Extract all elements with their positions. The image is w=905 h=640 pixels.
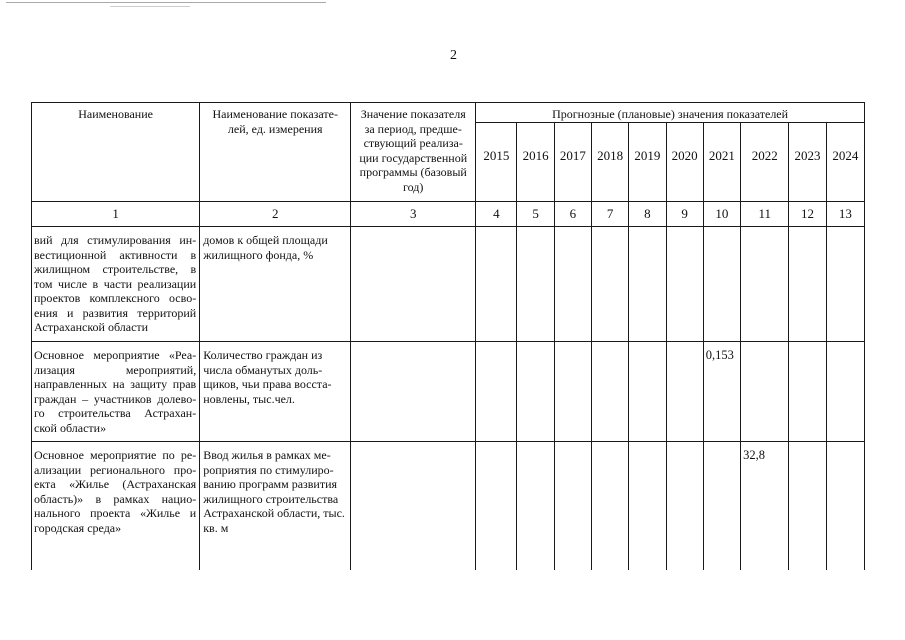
header-indicator: Наименование показате-лей, ед. измерения bbox=[200, 103, 351, 202]
column-number: 9 bbox=[666, 202, 703, 227]
column-number: 2 bbox=[200, 202, 351, 227]
year-cell: 2022 bbox=[741, 123, 789, 202]
row-indicator: Ввод жилья в рамках ме-роприятия по стимулиро-ванию программ развития жилищного строительства Астраханской области, тыс. кв. м bbox=[200, 442, 351, 570]
indicators-table-wrapper bbox=[31, 102, 865, 570]
column-number: 11 bbox=[741, 202, 789, 227]
column-number: 10 bbox=[703, 202, 740, 227]
value-cell bbox=[789, 342, 826, 442]
year-cell: 2015 bbox=[476, 123, 517, 202]
value-cell bbox=[789, 227, 826, 342]
header-row bbox=[32, 103, 865, 123]
scan-edge-line bbox=[6, 2, 326, 3]
value-cell bbox=[517, 227, 554, 342]
column-number: 8 bbox=[629, 202, 666, 227]
value-cell: 32,8 bbox=[741, 442, 789, 570]
indicators-table bbox=[31, 102, 865, 570]
table-row bbox=[32, 342, 865, 442]
value-cell bbox=[789, 442, 826, 570]
value-cell bbox=[592, 227, 629, 342]
value-cell bbox=[826, 442, 864, 570]
header-base-value: Значение показателя за период, предше-ствующий реализа-ции государственной программы (базовый год) bbox=[351, 103, 476, 202]
column-number: 4 bbox=[476, 202, 517, 227]
row-name: Основное мероприятие по ре-ализации регионального про-екта «Жилье (Астраханская область)» в рамках нацио-нального проекта «Жилье и городская среда» bbox=[32, 442, 200, 570]
row-indicator: домов к общей площади жилищного фонда, % bbox=[200, 227, 351, 342]
year-cell: 2019 bbox=[629, 123, 666, 202]
value-cell bbox=[703, 227, 740, 342]
value-cell bbox=[476, 442, 517, 570]
table-row bbox=[32, 442, 865, 570]
value-cell bbox=[629, 442, 666, 570]
value-cell bbox=[592, 342, 629, 442]
value-cell bbox=[629, 342, 666, 442]
year-cell: 2018 bbox=[592, 123, 629, 202]
value-cell bbox=[741, 342, 789, 442]
value-cell bbox=[666, 442, 703, 570]
table-row bbox=[32, 227, 865, 342]
row-name: вий для стимулирования ин-вестиционной активности в жилищном строительстве, в том числе в части реализации проектов комплексного осво-ения и развития территорий Астраханской области bbox=[32, 227, 200, 342]
column-number: 6 bbox=[554, 202, 591, 227]
value-cell bbox=[554, 442, 591, 570]
year-cell: 2016 bbox=[517, 123, 554, 202]
value-cell bbox=[554, 342, 591, 442]
value-cell bbox=[517, 442, 554, 570]
value-cell bbox=[476, 227, 517, 342]
year-cell: 2021 bbox=[703, 123, 740, 202]
header-forecast: Прогнозные (плановые) значения показателей bbox=[476, 103, 865, 123]
value-cell bbox=[826, 227, 864, 342]
value-cell bbox=[629, 227, 666, 342]
value-cell bbox=[476, 342, 517, 442]
year-cell: 2017 bbox=[554, 123, 591, 202]
year-cell: 2023 bbox=[789, 123, 826, 202]
year-cell: 2024 bbox=[826, 123, 864, 202]
value-cell bbox=[741, 227, 789, 342]
scan-edge-line bbox=[110, 6, 190, 7]
value-cell bbox=[703, 442, 740, 570]
row-base-value bbox=[351, 442, 476, 570]
year-cell: 2020 bbox=[666, 123, 703, 202]
value-cell bbox=[666, 342, 703, 442]
value-cell: 0,153 bbox=[703, 342, 740, 442]
column-number: 3 bbox=[351, 202, 476, 227]
column-number-row bbox=[32, 202, 865, 227]
row-indicator: Количество граждан из числа обманутых доль-щиков, чьи права восста-новлены, тыс.чел. bbox=[200, 342, 351, 442]
value-cell bbox=[666, 227, 703, 342]
row-base-value bbox=[351, 227, 476, 342]
header-name: Наименование bbox=[32, 103, 200, 202]
value-cell bbox=[554, 227, 591, 342]
value-cell bbox=[826, 342, 864, 442]
row-name: Основное мероприятие «Реа-лизация мероприятий, направленных на защиту прав граждан – участников долево-го строительства Астрахан-ской области» bbox=[32, 342, 200, 442]
column-number: 13 bbox=[826, 202, 864, 227]
column-number: 7 bbox=[592, 202, 629, 227]
value-cell bbox=[517, 342, 554, 442]
column-number: 1 bbox=[32, 202, 200, 227]
column-number: 12 bbox=[789, 202, 826, 227]
value-cell bbox=[592, 442, 629, 570]
column-number: 5 bbox=[517, 202, 554, 227]
page-number: 2 bbox=[450, 48, 457, 63]
row-base-value bbox=[351, 342, 476, 442]
